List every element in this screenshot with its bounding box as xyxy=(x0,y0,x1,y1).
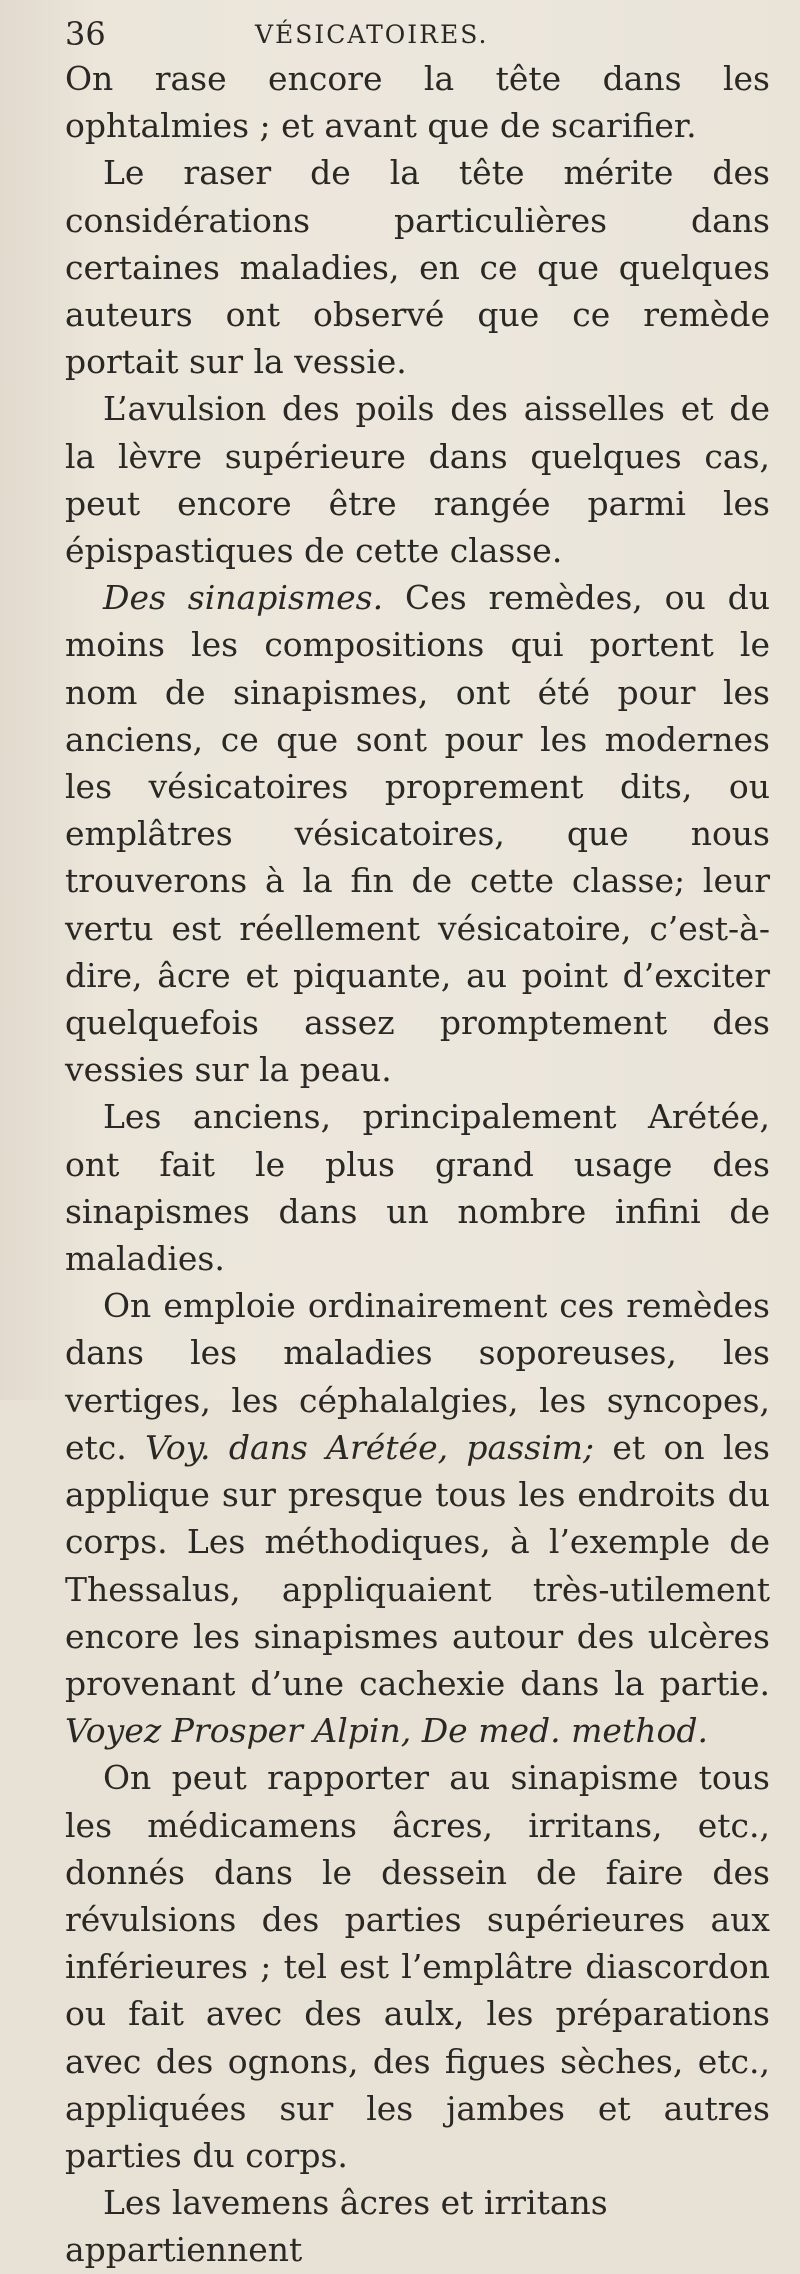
paragraph-4 xyxy=(65,574,770,1093)
paragraph-text: Ces remèdes, ou du moins les compositions qui portent le nom de sinapismes, ont été pour les anciens, ce que sont pour les modernes les vésicatoires proprement dits, ou emplâtres vésicatoires, que nous trouverons à la fin de cette classe; leur vertu est réellement vésicatoire, c’est-à-dire, âcre et piquante, au point d’exciter quelquefois assez promptement des vessies sur la peau. xyxy=(65,578,770,1090)
paragraph-1 xyxy=(65,55,770,149)
paragraph-text: Les lavemens âcres et irritans appartiennent xyxy=(65,2183,608,2270)
page-header xyxy=(65,14,770,54)
paragraph-2 xyxy=(65,149,770,385)
citation-aretee: Voy. dans Arétée, passim; xyxy=(145,1427,595,1467)
paragraph-text: On peut rapporter au sinapisme tous les médicamens âcres, irritans, etc., donnés dans le dessein de faire des révulsions des parties supérieures aux inférieures ; tel est l’emplâtre diascordon ou fait avec des aulx, les préparations avec des ognons, des figues sèches, etc., appliquées sur les jambes et autres parties du corps. xyxy=(65,1758,770,2175)
paragraph-6 xyxy=(65,1282,770,1754)
paragraph-text: On emploie ordinairement ces remèdes dans les maladies soporeuses, les vertiges, les céphalalgies, les syncopes, etc. xyxy=(65,1286,770,1467)
paragraph-5 xyxy=(65,1093,770,1282)
section-heading-sinapismes: Des sinapismes. xyxy=(103,578,384,618)
paragraph-text: Les anciens, principalement Arétée, ont fait le plus grand usage des sinapismes dans un nombre infini de maladies. xyxy=(65,1097,770,1279)
paragraph-text: et on les applique sur presque tous les endroits du corps. Les méthodiques, à l’exemple de Thessalus, appliquaient très-utilement encore les sinapismes autour des ulcères provenant d’une cachexie dans la partie. xyxy=(65,1427,770,1703)
running-title: VÉSICATOIRES. xyxy=(255,20,489,49)
paragraph-text: L’avulsion des poils des aisselles et de la lèvre supérieure dans quelques cas, peut encore être rangée parmi les épispastiques de cette classe. xyxy=(65,389,770,571)
page-number: 36 xyxy=(65,15,106,53)
paragraph-7 xyxy=(65,1754,770,2179)
paragraph-text: On rase encore la tête dans les ophtalmies ; et avant que de scarifier. xyxy=(65,59,770,146)
paragraph-3 xyxy=(65,385,770,574)
paragraph-8 xyxy=(65,2179,770,2273)
paragraph-text: Le raser de la tête mérite des considérations particulières dans certaines maladies, en ce que quelques auteurs ont observé que ce remède portait sur la vessie. xyxy=(65,153,770,382)
body-text xyxy=(65,55,770,2274)
citation-prosper-alpin: Voyez Prosper Alpin, De med. method. xyxy=(65,1711,708,1751)
